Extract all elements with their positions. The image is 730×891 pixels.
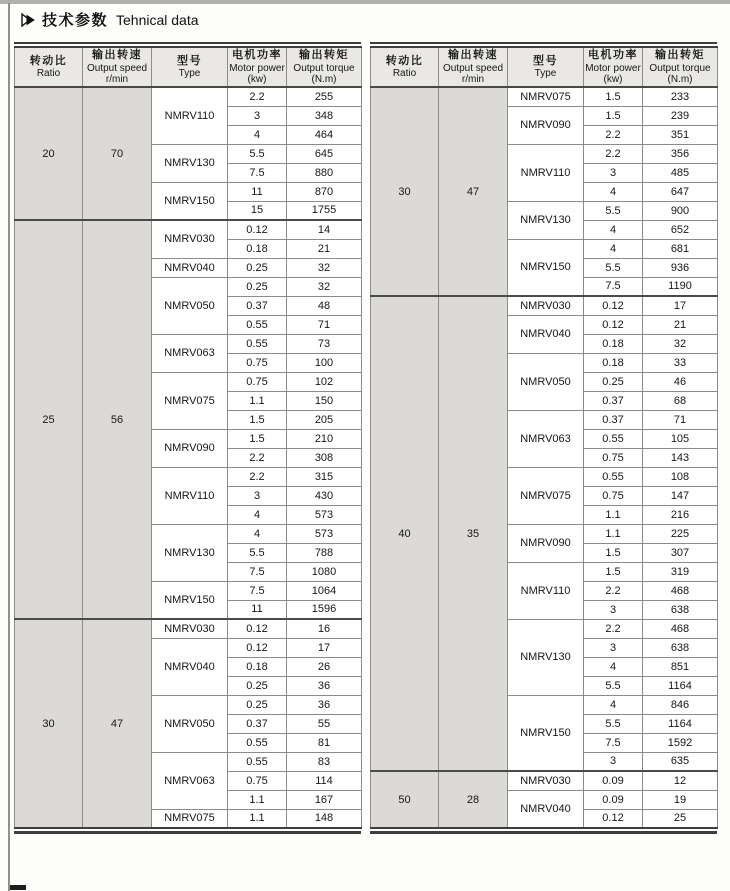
table-row [15,220,362,239]
output-torque-cell: 308 [287,448,362,467]
motor-power-cell: 5.5 [584,676,643,695]
output-torque-cell: 239 [643,106,718,125]
type-cell: NMRV150 [152,182,228,220]
output-torque-cell: 351 [643,125,718,144]
col-header-unit: (kw) [603,73,623,85]
type-cell: NMRV090 [508,524,584,562]
type-cell: NMRV030 [152,619,228,638]
type-cell: NMRV130 [508,201,584,239]
motor-power-cell: 3 [584,752,643,771]
col-header-en: Output speed [86,62,148,74]
output-torque-cell: 1164 [643,714,718,733]
col-header-cn: 型号 [177,54,202,67]
output-torque-cell: 216 [643,505,718,524]
col-header-en: Ratio [392,68,417,80]
output-torque-cell: 638 [643,600,718,619]
output-torque-cell: 319 [643,562,718,581]
motor-power-cell: 15 [228,201,287,220]
output-torque-cell: 108 [643,467,718,486]
col-header-torque [287,47,362,87]
table-row [371,87,718,106]
motor-power-cell: 7.5 [228,163,287,182]
output-torque-cell: 485 [643,163,718,182]
motor-power-cell: 0.75 [228,372,287,391]
motor-power-cell: 0.12 [584,809,643,828]
motor-power-cell: 0.55 [584,467,643,486]
speed-cell: 47 [439,87,508,296]
motor-power-cell: 7.5 [584,277,643,296]
output-torque-cell: 81 [287,733,362,752]
output-torque-cell: 1164 [643,676,718,695]
type-cell: NMRV110 [508,144,584,201]
type-cell: NMRV075 [508,467,584,524]
motor-power-cell: 2.2 [584,125,643,144]
motor-power-cell: 0.18 [584,353,643,372]
motor-power-cell: 4 [584,220,643,239]
type-cell: NMRV040 [152,638,228,695]
type-cell: NMRV050 [152,277,228,334]
col-header-type [152,47,228,87]
output-torque-cell: 114 [287,771,362,790]
motor-power-cell: 7.5 [228,562,287,581]
motor-power-cell: 0.18 [584,334,643,353]
output-torque-cell: 32 [643,334,718,353]
ratio-cell: 50 [371,771,439,828]
col-header-en: Output speed [442,62,504,74]
output-torque-cell: 17 [643,296,718,315]
motor-power-cell: 4 [584,239,643,258]
output-torque-cell: 26 [287,657,362,676]
output-torque-cell: 681 [643,239,718,258]
motor-power-cell: 0.55 [228,733,287,752]
tech-data-table-left [14,42,361,834]
col-header-en: Ratio [36,68,61,80]
output-torque-cell: 36 [287,695,362,714]
output-torque-cell: 32 [287,277,362,296]
motor-power-cell: 5.5 [228,144,287,163]
col-header-cn: 电机功率 [232,48,282,61]
page-title-en: Tehnical data [116,11,199,28]
motor-power-cell: 4 [228,125,287,144]
output-torque-cell: 647 [643,182,718,201]
output-torque-cell: 19 [643,790,718,809]
col-header-power [584,47,643,87]
motor-power-cell: 7.5 [584,733,643,752]
table-row [15,87,362,106]
table-row [371,296,718,315]
motor-power-cell: 0.12 [584,315,643,334]
type-cell: NMRV150 [508,695,584,771]
output-torque-cell: 573 [287,524,362,543]
output-torque-cell: 315 [287,467,362,486]
motor-power-cell: 3 [228,106,287,125]
page-title-cn: 技术参数 [42,12,109,29]
type-cell: NMRV030 [152,220,228,258]
output-torque-cell: 150 [287,391,362,410]
type-cell: NMRV030 [508,771,584,790]
output-torque-cell: 21 [287,239,362,258]
type-cell: NMRV040 [152,258,228,277]
table-row [371,771,718,790]
motor-power-cell: 2.2 [584,581,643,600]
output-torque-cell: 55 [287,714,362,733]
output-torque-cell: 788 [287,543,362,562]
motor-power-cell: 4 [228,524,287,543]
col-header-en: Motor power [585,62,641,74]
output-torque-cell: 1596 [287,600,362,619]
col-header-en: Motor power [229,62,285,74]
col-header-unit: (N.m) [311,73,337,85]
motor-power-cell: 1.5 [228,429,287,448]
motor-power-cell: 0.12 [228,220,287,239]
col-header-speed [439,47,508,87]
motor-power-cell: 0.75 [228,353,287,372]
motor-power-cell: 5.5 [584,714,643,733]
motor-power-cell: 3 [584,163,643,182]
motor-power-cell: 0.37 [584,391,643,410]
col-header-cn: 型号 [533,54,558,67]
output-torque-cell: 880 [287,163,362,182]
output-torque-cell: 356 [643,144,718,163]
motor-power-cell: 0.25 [228,676,287,695]
spec-table-right [370,46,718,829]
col-header-speed [83,47,152,87]
motor-power-cell: 4 [584,182,643,201]
motor-power-cell: 0.12 [228,619,287,638]
type-cell: NMRV040 [508,790,584,828]
output-torque-cell: 105 [643,429,718,448]
output-torque-cell: 167 [287,790,362,809]
output-torque-cell: 900 [643,201,718,220]
speed-cell: 70 [83,87,152,220]
output-torque-cell: 430 [287,486,362,505]
output-torque-cell: 1592 [643,733,718,752]
col-header-cn: 输出转速 [448,48,498,61]
spec-table-left [14,46,362,829]
type-cell: NMRV130 [152,144,228,182]
page-title [21,9,199,30]
output-torque-cell: 851 [643,657,718,676]
motor-power-cell: 0.09 [584,790,643,809]
type-cell: NMRV110 [152,87,228,144]
output-torque-cell: 225 [643,524,718,543]
motor-power-cell: 2.2 [228,467,287,486]
motor-power-cell: 0.75 [228,771,287,790]
col-header-en: Type [178,68,201,80]
output-torque-cell: 870 [287,182,362,201]
motor-power-cell: 1.5 [228,410,287,429]
type-cell: NMRV063 [152,752,228,809]
page-left-border [8,3,10,891]
output-torque-cell: 46 [643,372,718,391]
motor-power-cell: 0.25 [584,372,643,391]
motor-power-cell: 4 [584,657,643,676]
output-torque-cell: 71 [643,410,718,429]
col-header-cn: 输出转速 [92,48,142,61]
output-torque-cell: 233 [643,87,718,106]
motor-power-cell: 5.5 [584,258,643,277]
ratio-cell: 20 [15,87,83,220]
motor-power-cell: 0.09 [584,771,643,790]
col-header-cn: 转动比 [29,54,68,67]
output-torque-cell: 148 [287,809,362,828]
col-header-unit: r/min [461,73,485,85]
type-cell: NMRV063 [152,334,228,372]
output-torque-cell: 68 [643,391,718,410]
output-torque-cell: 14 [287,220,362,239]
col-header-torque [643,47,718,87]
output-torque-cell: 205 [287,410,362,429]
motor-power-cell: 0.12 [228,638,287,657]
output-torque-cell: 348 [287,106,362,125]
motor-power-cell: 0.18 [228,239,287,258]
col-header-power [228,47,287,87]
output-torque-cell: 1064 [287,581,362,600]
type-cell: NMRV050 [508,353,584,410]
motor-power-cell: 5.5 [584,201,643,220]
type-cell: NMRV110 [508,562,584,619]
ratio-cell: 30 [15,619,83,828]
motor-power-cell: 0.18 [228,657,287,676]
type-cell: NMRV050 [152,695,228,752]
motor-power-cell: 1.5 [584,106,643,125]
output-torque-cell: 635 [643,752,718,771]
type-cell: NMRV075 [152,809,228,828]
motor-power-cell: 2.2 [228,87,287,106]
output-torque-cell: 1190 [643,277,718,296]
motor-power-cell: 1.1 [228,809,287,828]
output-torque-cell: 32 [287,258,362,277]
table-row [15,619,362,638]
motor-power-cell: 5.5 [228,543,287,562]
motor-power-cell: 2.2 [228,448,287,467]
col-header-unit: (N.m) [667,73,693,85]
output-torque-cell: 48 [287,296,362,315]
output-torque-cell: 83 [287,752,362,771]
type-cell: NMRV075 [508,87,584,106]
output-torque-cell: 638 [643,638,718,657]
ratio-cell: 25 [15,220,83,619]
output-torque-cell: 100 [287,353,362,372]
output-torque-cell: 652 [643,220,718,239]
motor-power-cell: 0.75 [584,486,643,505]
output-torque-cell: 17 [287,638,362,657]
motor-power-cell: 7.5 [228,581,287,600]
speed-cell: 35 [439,296,508,771]
type-cell: NMRV040 [508,315,584,353]
motor-power-cell: 1.5 [584,562,643,581]
col-header-unit: r/min [105,73,129,85]
tech-data-table-right [370,42,717,834]
motor-power-cell: 0.75 [584,448,643,467]
output-torque-cell: 468 [643,619,718,638]
output-torque-cell: 25 [643,809,718,828]
col-header-ratio [371,47,439,87]
motor-power-cell: 0.12 [584,296,643,315]
motor-power-cell: 0.55 [228,334,287,353]
output-torque-cell: 210 [287,429,362,448]
output-torque-cell: 846 [643,695,718,714]
motor-power-cell: 0.55 [228,752,287,771]
col-header-ratio [15,47,83,87]
col-header-cn: 转动比 [385,54,424,67]
motor-power-cell: 1.1 [584,524,643,543]
ratio-cell: 30 [371,87,439,296]
output-torque-cell: 936 [643,258,718,277]
col-header-cn: 输出转矩 [299,48,349,61]
output-torque-cell: 21 [643,315,718,334]
col-header-en: Type [534,68,557,80]
output-torque-cell: 1755 [287,201,362,220]
motor-power-cell: 0.37 [584,410,643,429]
output-torque-cell: 573 [287,505,362,524]
motor-power-cell: 2.2 [584,144,643,163]
motor-power-cell: 1.5 [584,87,643,106]
motor-power-cell: 1.1 [584,505,643,524]
motor-power-cell: 4 [228,505,287,524]
output-torque-cell: 143 [643,448,718,467]
col-header-cn: 输出转矩 [655,48,705,61]
type-cell: NMRV150 [508,239,584,296]
header-row [15,47,362,87]
output-torque-cell: 16 [287,619,362,638]
speed-cell: 56 [83,220,152,619]
output-torque-cell: 255 [287,87,362,106]
output-torque-cell: 464 [287,125,362,144]
header-row [371,47,718,87]
type-cell: NMRV030 [508,296,584,315]
speed-cell: 47 [83,619,152,828]
output-torque-cell: 468 [643,581,718,600]
type-cell: NMRV110 [152,467,228,524]
motor-power-cell: 0.55 [584,429,643,448]
type-cell: NMRV090 [508,106,584,144]
motor-power-cell: 11 [228,182,287,201]
type-cell: NMRV063 [508,410,584,467]
speed-cell: 28 [439,771,508,828]
type-cell: NMRV130 [152,524,228,581]
section-marker-icon [21,13,36,27]
motor-power-cell: 3 [584,600,643,619]
motor-power-cell: 3 [228,486,287,505]
output-torque-cell: 71 [287,315,362,334]
motor-power-cell: 4 [584,695,643,714]
motor-power-cell: 0.25 [228,695,287,714]
output-torque-cell: 12 [643,771,718,790]
output-torque-cell: 1080 [287,562,362,581]
col-header-unit: (kw) [247,73,267,85]
ratio-cell: 40 [371,296,439,771]
output-torque-cell: 33 [643,353,718,372]
motor-power-cell: 11 [228,600,287,619]
motor-power-cell: 0.25 [228,258,287,277]
motor-power-cell: 0.55 [228,315,287,334]
output-torque-cell: 73 [287,334,362,353]
motor-power-cell: 0.25 [228,277,287,296]
type-cell: NMRV075 [152,372,228,429]
col-header-type [508,47,584,87]
output-torque-cell: 102 [287,372,362,391]
output-torque-cell: 36 [287,676,362,695]
motor-power-cell: 1.1 [228,391,287,410]
motor-power-cell: 0.37 [228,296,287,315]
motor-power-cell: 0.37 [228,714,287,733]
page-top-edge [0,0,730,4]
motor-power-cell: 1.5 [584,543,643,562]
col-header-en: Output torque [293,62,355,74]
motor-power-cell: 3 [584,638,643,657]
type-cell: NMRV130 [508,619,584,695]
type-cell: NMRV090 [152,429,228,467]
output-torque-cell: 645 [287,144,362,163]
motor-power-cell: 2.2 [584,619,643,638]
col-header-cn: 电机功率 [588,48,638,61]
type-cell: NMRV150 [152,581,228,619]
output-torque-cell: 307 [643,543,718,562]
output-torque-cell: 147 [643,486,718,505]
motor-power-cell: 1.1 [228,790,287,809]
next-section-marker-partial [10,885,26,890]
col-header-en: Output torque [649,62,711,74]
